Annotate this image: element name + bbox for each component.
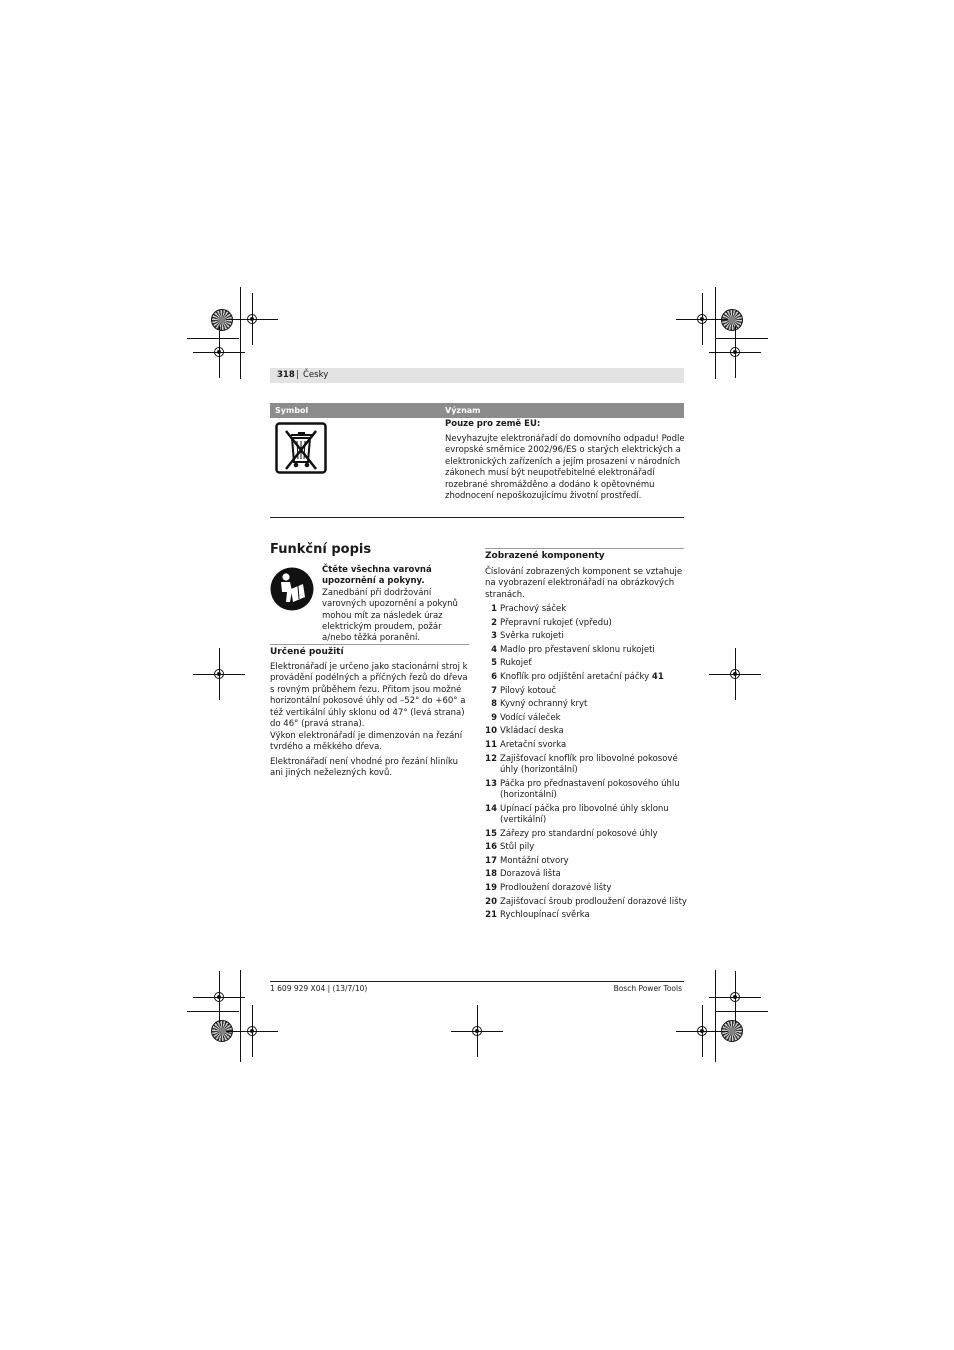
list-item: 5 Rukojeť (491, 658, 532, 669)
crop-mark (240, 970, 241, 1062)
crop-mark (187, 1011, 239, 1012)
components-intro: Číslování zobrazených komponent se vztahuje na vyobrazení elektronářadí na obrázkových stranách. (485, 567, 683, 600)
crop-mark (240, 287, 241, 379)
list-item: 7 Pilový kotouč (491, 685, 557, 696)
crossed-out-wheeled-bin-icon (275, 422, 327, 474)
color-rose-mark (211, 309, 233, 331)
list-item: 12 Zajišťovací knoflík pro libovolné pokosové úhly (horizontální) (485, 753, 678, 775)
header-language: Česky (303, 370, 329, 380)
intended-use-paragraph-1: Elektronářadí je určeno jako stacionární stroj k provádění podélných a příčných řezů do dřeva s rovným průběhem řezu. Přitom jsou možné horizontální pokosové úhly od –52° do +60° a též vertikální úhly sklonu od 47° (levá strana) do 46° (pravá strana). (270, 662, 468, 730)
list-item: 15 Zářezy pro standardní pokosové úhly (485, 828, 658, 839)
read-manual-icon (270, 567, 314, 611)
list-item: 17 Montážní otvory (485, 855, 569, 866)
crop-mark (716, 338, 768, 339)
list-item: 8 Kyvný ochranný kryt (491, 699, 588, 710)
section-rule (485, 548, 684, 549)
list-item: 21 Rychloupínací svěrka (485, 910, 590, 921)
footer-rule (270, 981, 684, 982)
header-separator: | (296, 370, 299, 380)
section-title: Funkční popis (270, 542, 372, 557)
col-symbol: Symbol (275, 406, 309, 415)
page-number: 318 (277, 370, 295, 380)
intended-use-title: Určené použití (270, 647, 344, 657)
list-item: 14 Upínací páčka pro libovolné úhly sklonu (vertikální) (485, 803, 669, 825)
list-item: 19 Prodloužení dorazové lišty (485, 882, 612, 893)
list-item: 11 Aretační svorka (485, 739, 567, 750)
eu-only-title: Pouze pro země EU: (445, 419, 541, 429)
symbol-table-header (270, 403, 684, 418)
list-item: 18 Dorazová lišta (485, 869, 561, 880)
section-rule (270, 644, 469, 645)
page-header (270, 368, 684, 383)
warning-body: Zanedbání při dodržování varovných upozornění a pokynů mohou mít za následek úraz elektrickým proudem, požár a/nebo těžká poranění. (322, 587, 458, 644)
footer-brand: Bosch Power Tools (613, 984, 682, 993)
component-list (484, 604, 689, 922)
warning-bold: Čtěte všechna varovná upozornění a pokyny. (322, 565, 432, 587)
list-item: 6 Knoflík pro odjištění aretační páčky 41 (491, 671, 664, 682)
crop-mark (715, 287, 716, 379)
list-item: 4 Madlo pro přestavení sklonu rukojeti (491, 644, 655, 655)
list-item: 3 Svěrka rukojeti (491, 631, 564, 642)
list-item: 1 Prachový sáček (491, 604, 567, 614)
col-meaning: Význam (445, 406, 481, 415)
color-rose-mark (721, 309, 743, 331)
disposal-text: Nevyhazujte elektronářadí do domovního odpadu! Podle evropské směrnice 2002/96/ES o starých elektrických a elektronických zařízeních a jejím prosazení v národních zákonech musí být neupotřebitelné elektronářadí rozebrané shromážděno a dodáno k opětovnému zhodnocení nepoškozujícímu životní prostředí. (445, 434, 685, 502)
components-title: Zobrazené komponenty (485, 551, 605, 561)
intended-use-paragraph-3: Elektronářadí není vhodné pro řezání hliníku ani jiných neželezných kovů. (270, 757, 459, 779)
list-item: 20 Zajišťovací šroub prodloužení dorazové lišty (485, 896, 687, 907)
footer-doc-number: 1 609 929 X04 | (13/7/10) (270, 984, 368, 993)
list-item: 16 Stůl pily (485, 842, 535, 853)
list-item: 9 Vodící váleček (491, 712, 561, 723)
table-bottom-rule (270, 517, 684, 518)
crop-mark (187, 338, 239, 339)
warning-text (322, 565, 472, 645)
list-item: 2 Přepravní rukojeť (vpředu) (491, 617, 612, 628)
intended-use-paragraph-2: Výkon elektronářadí je dimenzován na řezání tvrdého a měkkého dřeva. (270, 731, 463, 753)
list-item: 13 Páčka pro přednastavení pokosového úhlu (horizontální) (485, 778, 680, 800)
crop-mark (716, 1011, 768, 1012)
reference-number: 41 (651, 671, 664, 682)
list-item: 10 Vkládací deska (485, 726, 564, 737)
crop-mark (715, 970, 716, 1062)
